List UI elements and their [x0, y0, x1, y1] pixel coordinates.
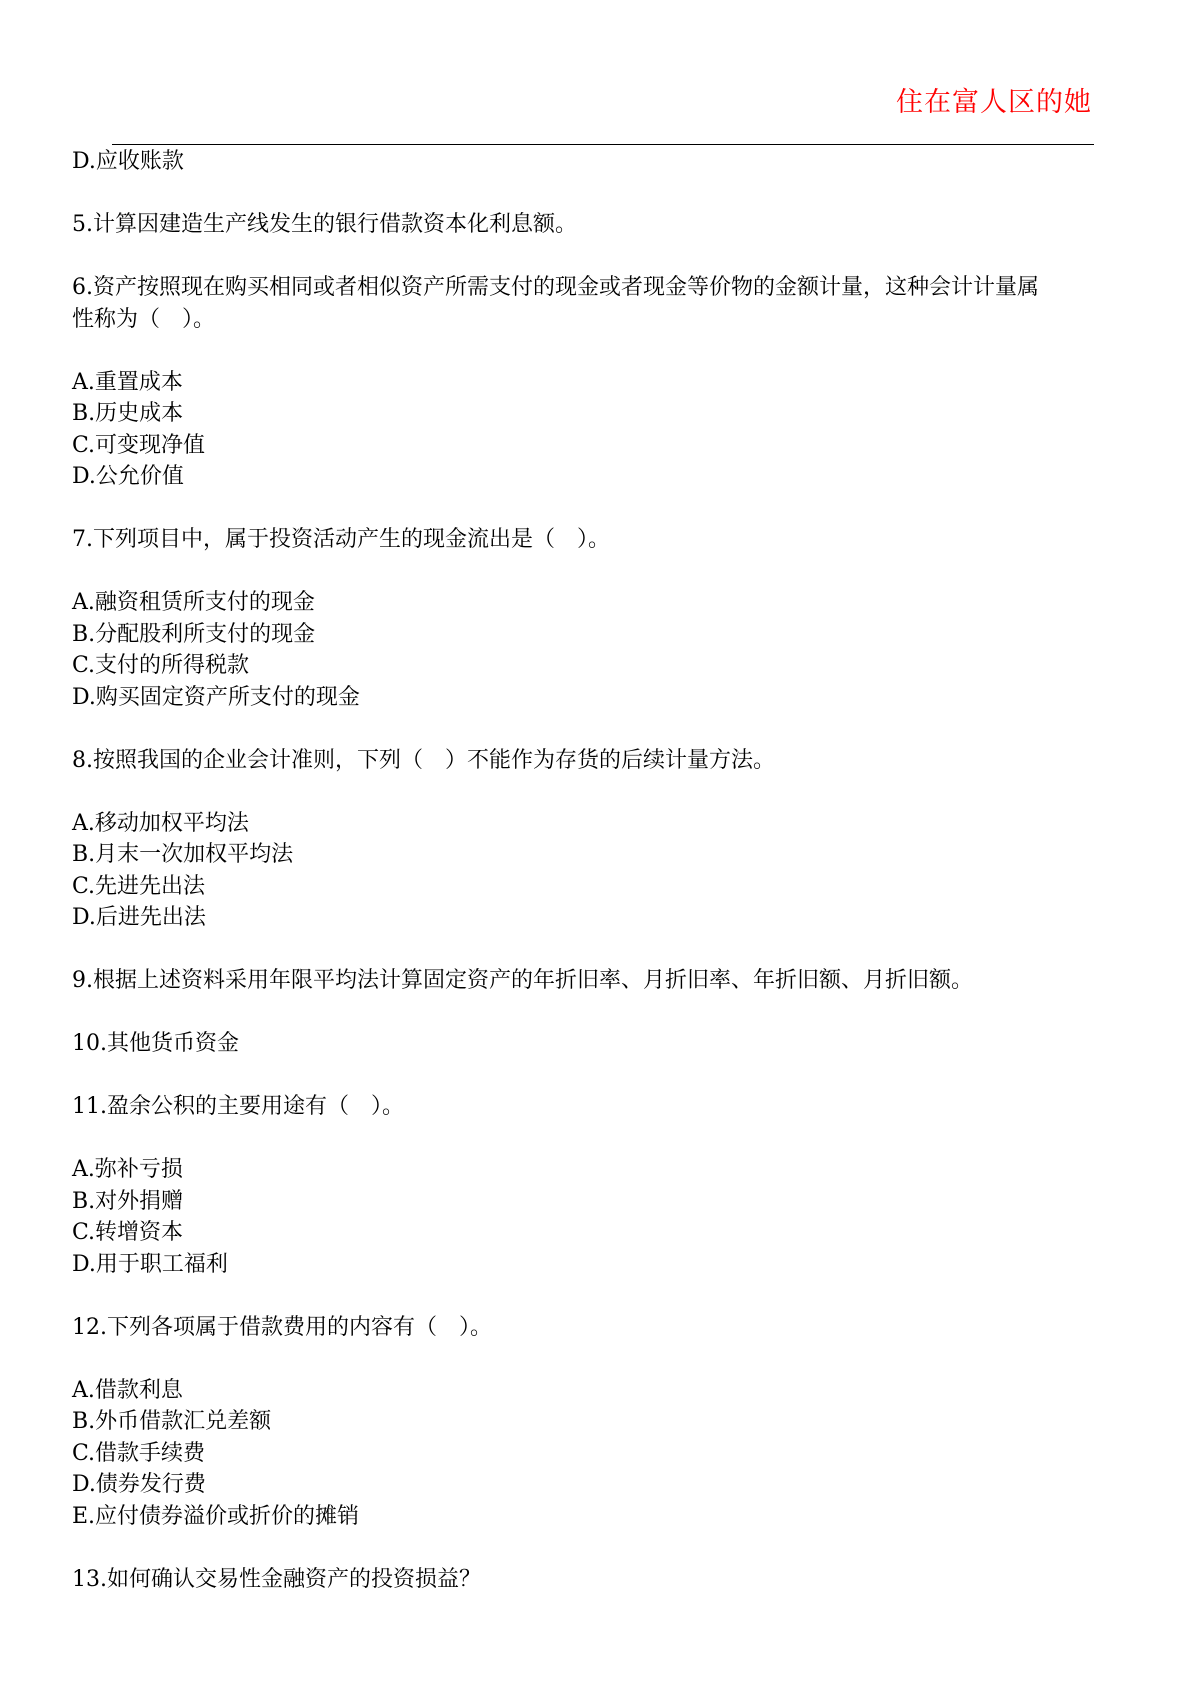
- document-header-title: 住在富人区的她: [896, 87, 1092, 118]
- question-8-option-d: D.后进先出法: [72, 905, 206, 930]
- question-9-stem: 9.根据上述资料采用年限平均法计算固定资产的年折旧率、月折旧率、年折旧额、月折旧额。: [72, 968, 973, 993]
- question-8-option-b: B.月末一次加权平均法: [72, 842, 294, 867]
- question-6-stem-line-1: 6.资产按照现在购买相同或者相似资产所需支付的现金或者现金等价物的金额计量，这种会计计量属: [72, 275, 1039, 300]
- option-line: D.应收账款: [72, 149, 184, 174]
- question-11-option-c: C.转增资本: [72, 1220, 184, 1245]
- question-8-option-c: C.先进先出法: [72, 873, 206, 899]
- question-6-option-c: C.可变现净值: [72, 432, 206, 458]
- question-12-option-e: E.应付债券溢价或折价的摊销: [72, 1503, 360, 1529]
- question-10-stem: 10.其他货币资金: [72, 1031, 239, 1056]
- question-11-option-b: B.对外捐赠: [72, 1188, 184, 1214]
- question-7-option-b: B.分配股利所支付的现金: [72, 621, 316, 647]
- question-6-option-d: D.公允价值: [72, 464, 184, 489]
- question-12-option-c: C.借款手续费: [72, 1440, 206, 1466]
- document-body: [72, 146, 1132, 1595]
- question-12-stem: 12.下列各项属于借款费用的内容有（ ）。: [72, 1314, 492, 1340]
- question-11-option-a: A.弥补亏损: [72, 1157, 183, 1182]
- question-11-option-d: D.用于职工福利: [72, 1251, 228, 1277]
- question-8-option-a: A.移动加权平均法: [72, 810, 249, 836]
- question-12-option-b: B.外币借款汇兑差额: [72, 1409, 272, 1434]
- question-7-option-d: D.购买固定资产所支付的现金: [72, 684, 360, 710]
- question-7-option-c: C.支付的所得税款: [72, 653, 250, 678]
- question-8-stem: 8.按照我国的企业会计准则，下列（ ）不能作为存货的后续计量方法。: [72, 747, 775, 773]
- question-11-stem: 11.盈余公积的主要用途有（ ）。: [72, 1094, 404, 1119]
- question-12-option-d: D.债券发行费: [72, 1472, 206, 1497]
- question-5-stem: 5.计算因建造生产线发生的银行借款资本化利息额。: [72, 212, 577, 237]
- question-12-option-a: A.借款利息: [72, 1377, 183, 1403]
- question-6-stem-line-2: 性称为（ ）。: [72, 306, 216, 332]
- header-rule: [112, 144, 1094, 145]
- question-6-option-b: B.历史成本: [72, 401, 184, 426]
- question-13-stem: 13.如何确认交易性金融资产的投资损益？: [72, 1566, 481, 1592]
- question-7-stem: 7.下列项目中，属于投资活动产生的现金流出是（ ）。: [72, 527, 610, 552]
- question-7-option-a: A.融资租赁所支付的现金: [72, 590, 315, 615]
- question-6-option-a: A.重置成本: [72, 369, 183, 395]
